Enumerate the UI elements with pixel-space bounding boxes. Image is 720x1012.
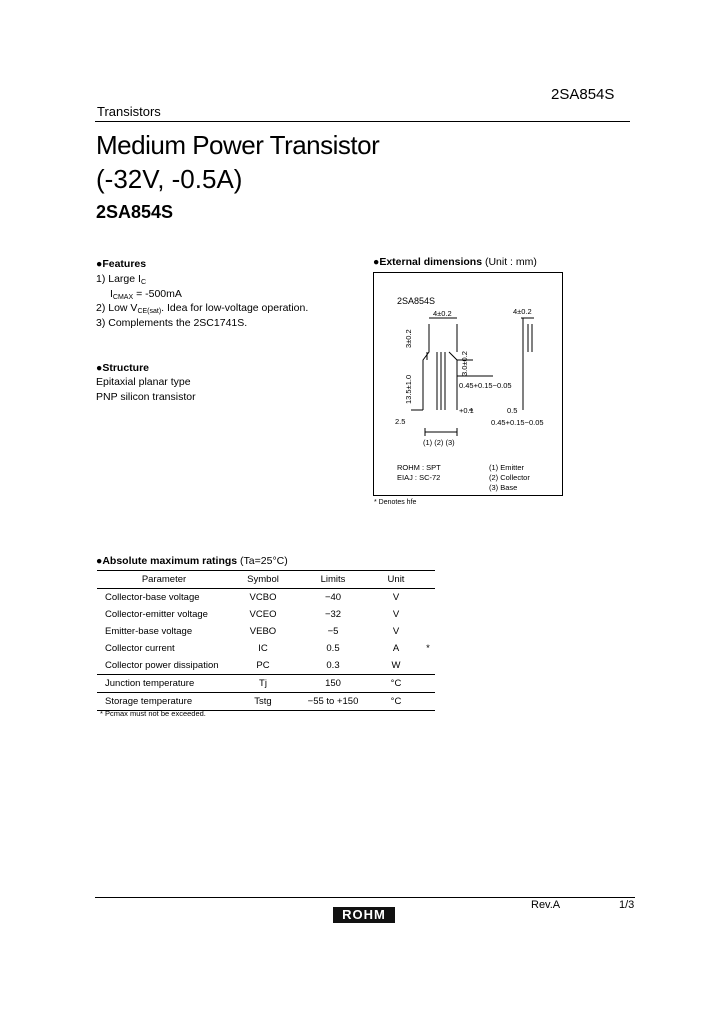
- page-number: 1/3: [619, 899, 635, 911]
- dim-label: 13.5±1.0: [404, 374, 413, 404]
- table-row: [97, 640, 435, 657]
- feature-1: 1) Large $I_C$: [96, 273, 147, 286]
- symbol-cell: PC: [231, 657, 295, 675]
- title-line1: Medium Power Transistor: [96, 130, 380, 160]
- feature-2: 2) Low $V_{CE(sat)}$. Idea for low-voltage operation.: [96, 302, 309, 315]
- limits-cell: −32: [324, 609, 342, 620]
- structure-line: Epitaxial planar type: [96, 376, 191, 388]
- dim-label: 0.5: [507, 406, 518, 415]
- note-cell: *: [426, 643, 430, 654]
- pin-label: (3) Base: [489, 483, 518, 492]
- table-row: [97, 675, 435, 693]
- col-header: Unit: [371, 571, 421, 589]
- note-cell: [421, 657, 435, 675]
- symbol-cell: VCBO: [249, 592, 277, 603]
- structure-heading: ●Structure: [96, 362, 150, 374]
- features-heading: ●Features: [96, 258, 147, 270]
- table-row: [97, 623, 435, 640]
- table-header-row: [97, 571, 435, 589]
- dimensions-note: * Denotes hfe: [374, 499, 417, 506]
- limits-cell: −5: [327, 626, 339, 637]
- symbol-cell: Tstg: [231, 693, 295, 711]
- ratings-heading: ●Absolute maximum ratings (Ta=25°C): [96, 555, 288, 567]
- rohm-logo: ROHM: [333, 907, 395, 923]
- dim-label: 3.0±0.2: [460, 351, 469, 376]
- dim-label: 0.45+0.15−0.05: [459, 381, 512, 390]
- col-header: Limits: [295, 571, 371, 589]
- limits-cell: 150: [295, 675, 371, 693]
- parameter-cell: Collector power dissipation: [97, 657, 231, 675]
- symbol-cell: VCEO: [249, 609, 277, 620]
- title-line2: (-32V, -0.5A): [96, 164, 243, 194]
- parameter-cell: Collector-base voltage: [105, 592, 200, 603]
- pin-label: (2) Collector: [489, 473, 530, 482]
- table-row: [97, 589, 435, 607]
- title-part: 2SA854S: [96, 202, 174, 222]
- dim-label: 2.5: [395, 417, 406, 426]
- ratings-table: [97, 571, 435, 711]
- parameter-cell: Collector-emitter voltage: [105, 609, 208, 620]
- note-cell: [421, 589, 435, 607]
- ratings-footnote: * Pcmax must not be exceeded.: [100, 709, 206, 718]
- unit-cell: °C: [371, 675, 421, 693]
- revision: Rev.A: [531, 899, 561, 911]
- symbol-cell: IC: [258, 643, 268, 654]
- symbol-cell: VEBO: [249, 626, 277, 637]
- header-category: Transistors: [97, 104, 161, 119]
- note-cell: [421, 623, 435, 640]
- dimensions-heading: ●External dimensions (Unit : mm): [373, 256, 537, 268]
- dim-label: 0.45+0.15−0.05: [491, 418, 544, 427]
- note-cell: [421, 675, 435, 693]
- header-part-number: 2SA854S: [551, 86, 615, 103]
- note-cell: [421, 606, 435, 623]
- footer-rule: [95, 897, 635, 898]
- header-rule: [95, 121, 630, 122]
- parameter-cell: Junction temperature: [97, 675, 231, 693]
- dim-label: 3±0.2: [404, 329, 413, 348]
- dim-label: 4±0.2: [433, 309, 452, 318]
- dim-label: 4±0.2: [513, 307, 532, 316]
- parameter-cell: Collector current: [105, 643, 175, 654]
- col-header: Parameter: [97, 571, 231, 589]
- dim-label: (1) (2) (3): [423, 438, 455, 447]
- unit-cell: W: [371, 657, 421, 675]
- unit-cell: V: [392, 592, 400, 603]
- note-cell: [421, 693, 435, 711]
- limits-cell: −55 to +150: [295, 693, 371, 711]
- parameter-cell: Emitter-base voltage: [105, 626, 193, 637]
- table-row: [97, 693, 435, 711]
- eiaj-package: EIAJ : SC-72: [397, 473, 441, 482]
- symbol-cell: Tj: [231, 675, 295, 693]
- col-header: Symbol: [231, 571, 295, 589]
- pin-label: (1) Emitter: [489, 463, 525, 472]
- dim-label: +0.1: [459, 406, 474, 415]
- table-row: [97, 606, 435, 623]
- unit-cell: V: [392, 609, 400, 620]
- structure-line: PNP silicon transistor: [96, 391, 196, 403]
- table-row: [97, 657, 435, 675]
- unit-cell: °C: [371, 693, 421, 711]
- drawing-part-label: 2SA854S: [397, 296, 436, 306]
- unit-cell: V: [392, 626, 400, 637]
- limits-cell: 0.5: [326, 643, 340, 654]
- parameter-cell: Storage temperature: [97, 693, 231, 711]
- unit-cell: A: [392, 643, 400, 654]
- rohm-package: ROHM : SPT: [397, 463, 441, 472]
- feature-3: 3) Complements the 2SC1741S.: [96, 317, 248, 329]
- limits-cell: 0.3: [295, 657, 371, 675]
- feature-1-detail: $I_{CMAX} = -500mA$: [110, 288, 182, 301]
- dimensions-drawing: [373, 272, 563, 496]
- limits-cell: −40: [324, 592, 342, 603]
